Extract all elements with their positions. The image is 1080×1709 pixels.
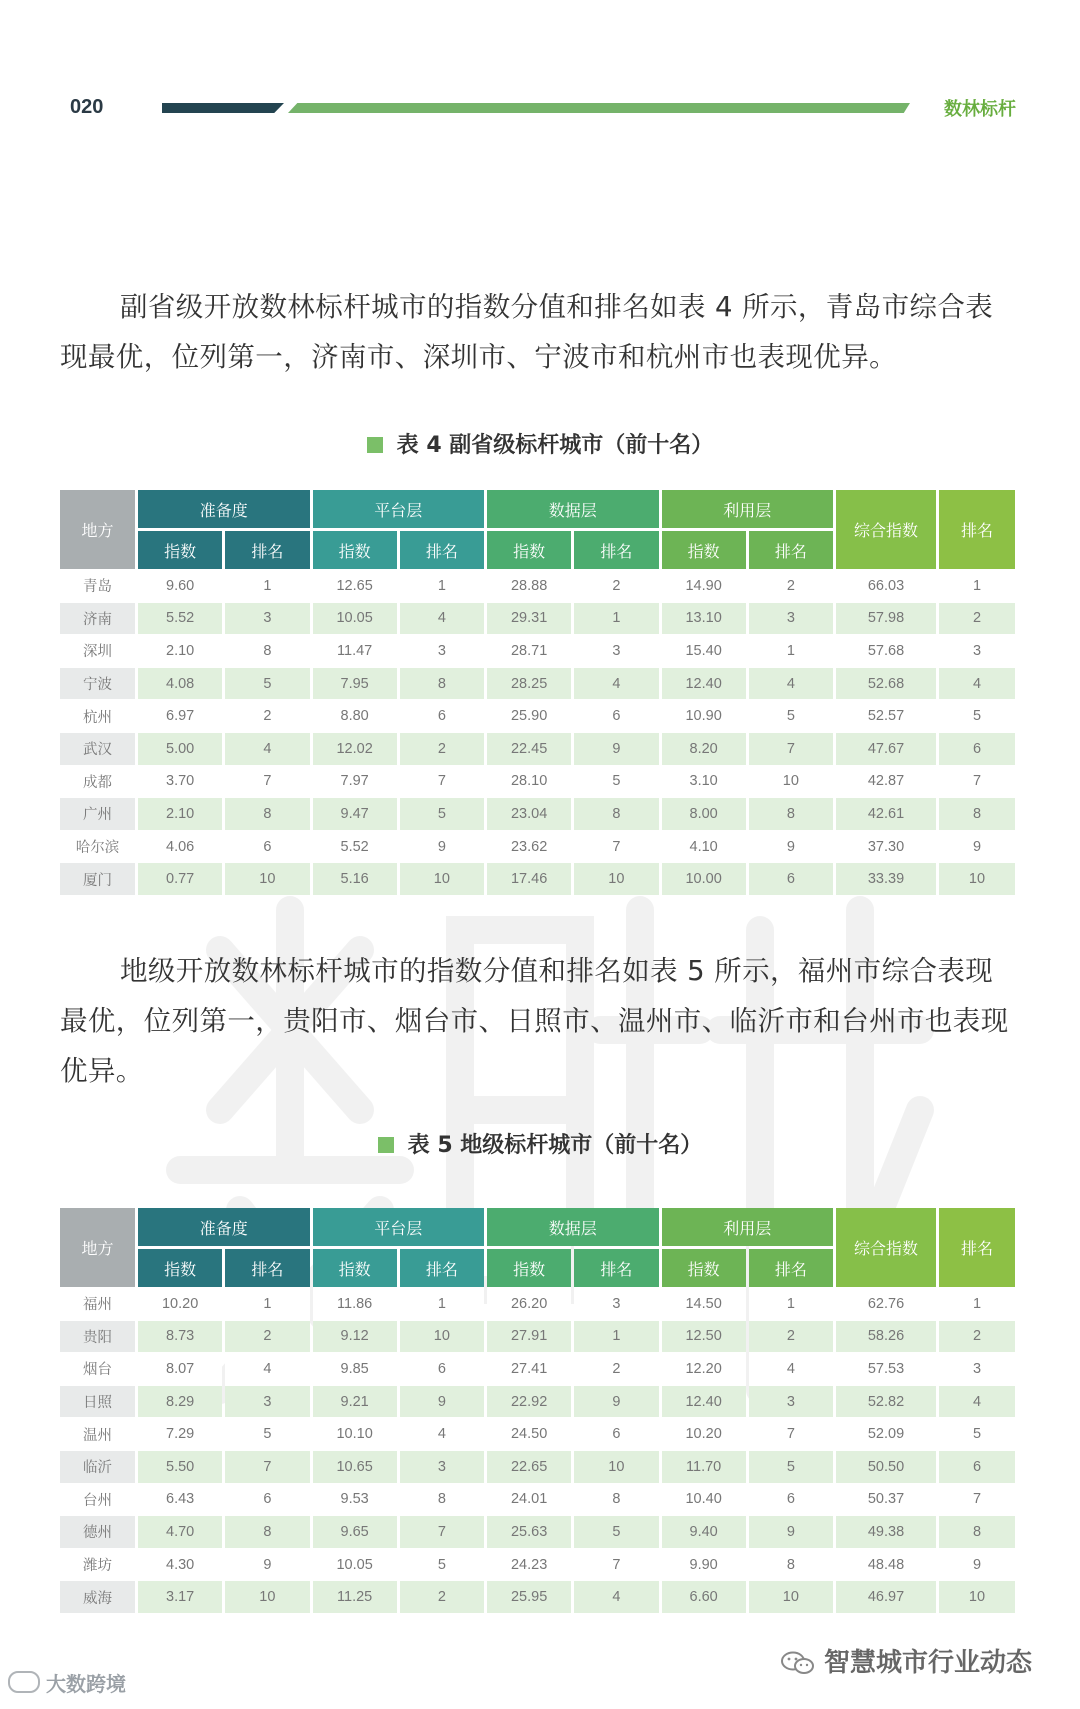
table-row: [60, 1580, 1015, 1613]
table-cell-place: 威海: [60, 1580, 135, 1613]
table-cell: 23.62: [487, 830, 571, 863]
header-group-platform: 平台层: [313, 1208, 485, 1246]
table-cell: 3.17: [138, 1580, 222, 1613]
table-cell: 9.21: [313, 1385, 397, 1418]
table-row: [60, 667, 1015, 700]
table-cell: 8.80: [313, 699, 397, 732]
table-cell: 6: [400, 699, 484, 732]
table-cell: 10.05: [313, 602, 397, 635]
table-cell: 4: [939, 667, 1015, 700]
table-cell: 6: [225, 830, 309, 863]
table-row: [60, 1287, 1015, 1320]
table-cell: 14.90: [662, 569, 746, 602]
table-cell: 62.76: [836, 1287, 936, 1320]
table-cell: 12.02: [313, 732, 397, 765]
table-cell: 48.48: [836, 1548, 936, 1581]
table4-body: [60, 569, 1015, 895]
table-cell: 6: [749, 862, 833, 895]
table-cell: 7.97: [313, 765, 397, 798]
table-cell: 2: [939, 1320, 1015, 1353]
header-sub-rank: 排名: [400, 528, 484, 569]
table-cell: 2: [749, 1320, 833, 1353]
table-cell: 4: [225, 732, 309, 765]
header-sub-rank: 排名: [400, 1246, 484, 1287]
table-cell: 3: [939, 1352, 1015, 1385]
table-cell: 27.41: [487, 1352, 571, 1385]
table-cell: 8: [939, 1515, 1015, 1548]
table-cell: 10: [939, 1580, 1015, 1613]
table-cell: 6: [574, 1417, 658, 1450]
table-cell: 25.63: [487, 1515, 571, 1548]
table-cell: 5.50: [138, 1450, 222, 1483]
header-sub-rank: 排名: [749, 1246, 833, 1287]
table-cell: 5: [749, 1450, 833, 1483]
table-cell: 25.90: [487, 699, 571, 732]
header-sub-index: 指数: [662, 528, 746, 569]
table-cell: 52.57: [836, 699, 936, 732]
table-cell-place: 哈尔滨: [60, 830, 135, 863]
table-cell: 4: [939, 1385, 1015, 1418]
table-cell: 2: [400, 1580, 484, 1613]
table-cell: 29.31: [487, 602, 571, 635]
table-cell: 42.87: [836, 765, 936, 798]
table-cell: 52.09: [836, 1417, 936, 1450]
table-cell: 8.29: [138, 1385, 222, 1418]
table-cell: 13.10: [662, 602, 746, 635]
table-cell-place: 德州: [60, 1515, 135, 1548]
table5-caption-text: 表 5 地级标杆城市（前十名）: [407, 1133, 703, 1158]
table-row: [60, 1417, 1015, 1450]
table-cell: 23.04: [487, 797, 571, 830]
table-cell-place: 温州: [60, 1417, 135, 1450]
wechat-icon: [780, 1651, 816, 1675]
table-cell: 17.46: [487, 862, 571, 895]
table-cell-place: 杭州: [60, 699, 135, 732]
header-group-data: 数据层: [487, 490, 659, 528]
table-cell: 4.06: [138, 830, 222, 863]
table-cell: 11.47: [313, 634, 397, 667]
table-cell: 3: [749, 602, 833, 635]
table-cell: 8.07: [138, 1352, 222, 1385]
table-cell-place: 青岛: [60, 569, 135, 602]
table-cell: 5.00: [138, 732, 222, 765]
table-row: [60, 1483, 1015, 1516]
table-cell: 8: [749, 1548, 833, 1581]
table4-caption-text: 表 4 副省级标杆城市（前十名）: [396, 433, 714, 458]
table5: [57, 1208, 1018, 1613]
table-cell: 3: [400, 634, 484, 667]
table-row: [60, 1385, 1015, 1418]
table-cell: 10: [574, 862, 658, 895]
header-sub-rank: 排名: [225, 1246, 309, 1287]
table-cell: 8: [225, 1515, 309, 1548]
table-cell: 4: [749, 667, 833, 700]
table-cell: 6.43: [138, 1483, 222, 1516]
table-cell-place: 广州: [60, 797, 135, 830]
table-cell: 3.10: [662, 765, 746, 798]
table-cell: 7: [574, 1548, 658, 1581]
table-cell: 2: [574, 569, 658, 602]
table-cell: 3: [225, 1385, 309, 1418]
caption-square-icon: [367, 437, 383, 453]
footer-left-watermark: [8, 1668, 126, 1697]
table-cell: 0.77: [138, 862, 222, 895]
table-cell: 52.68: [836, 667, 936, 700]
header-place: 地方: [60, 1208, 135, 1287]
table4: [57, 490, 1018, 895]
table-cell: 1: [400, 1287, 484, 1320]
table-row: [60, 1548, 1015, 1581]
table5-body: [60, 1287, 1015, 1613]
table-cell: 1: [749, 1287, 833, 1320]
table-cell: 1: [225, 1287, 309, 1320]
table-row: [60, 699, 1015, 732]
table-cell: 6: [574, 699, 658, 732]
table-cell: 2: [225, 699, 309, 732]
table-row: [60, 602, 1015, 635]
header-group-usage: 利用层: [662, 1208, 834, 1246]
table-cell: 5: [939, 699, 1015, 732]
table-cell: 33.39: [836, 862, 936, 895]
table-cell: 5: [939, 1417, 1015, 1450]
table-cell-place: 潍坊: [60, 1548, 135, 1581]
table-row: [60, 862, 1015, 895]
table-cell: 22.45: [487, 732, 571, 765]
table-cell: 57.53: [836, 1352, 936, 1385]
table-row: [60, 797, 1015, 830]
table-cell: 9: [400, 830, 484, 863]
table-row: [60, 569, 1015, 602]
table-cell: 5: [400, 1548, 484, 1581]
table-cell: 6: [749, 1483, 833, 1516]
header-total-index: 综合指数: [836, 1208, 936, 1287]
header-brand: 数林标杆: [944, 99, 1016, 120]
table-cell-place: 宁波: [60, 667, 135, 700]
table-cell-place: 武汉: [60, 732, 135, 765]
table-cell: 7: [400, 765, 484, 798]
table-cell: 4: [400, 1417, 484, 1450]
table-cell: 9.85: [313, 1352, 397, 1385]
table-cell: 22.65: [487, 1450, 571, 1483]
table-cell: 6.60: [662, 1580, 746, 1613]
table-cell: 8: [939, 797, 1015, 830]
footer-left-text: 大数跨境: [46, 1672, 126, 1696]
table-cell: 50.50: [836, 1450, 936, 1483]
table-cell: 8: [749, 797, 833, 830]
table-cell: 24.01: [487, 1483, 571, 1516]
watermark-logo-icon: [8, 1671, 40, 1693]
table-cell: 8.73: [138, 1320, 222, 1353]
header-sub-rank: 排名: [574, 1246, 658, 1287]
table-cell: 52.82: [836, 1385, 936, 1418]
header-group-platform: 平台层: [313, 490, 485, 528]
table-cell: 1: [749, 634, 833, 667]
header-group-readiness: 准备度: [138, 490, 310, 528]
table-cell: 4.08: [138, 667, 222, 700]
table-cell: 2.10: [138, 634, 222, 667]
table-row: [60, 765, 1015, 798]
table-cell: 7: [749, 732, 833, 765]
table-cell: 7: [400, 1515, 484, 1548]
table-cell-place: 成都: [60, 765, 135, 798]
table-cell: 8: [225, 797, 309, 830]
header-sub-rank: 排名: [574, 528, 658, 569]
table-cell: 9.53: [313, 1483, 397, 1516]
table-cell: 3: [939, 634, 1015, 667]
table-cell: 46.97: [836, 1580, 936, 1613]
table-cell: 8: [225, 634, 309, 667]
header-sub-index: 指数: [138, 1246, 222, 1287]
table-cell: 8.20: [662, 732, 746, 765]
header-rank: 排名: [939, 490, 1015, 569]
header-sub-index: 指数: [487, 1246, 571, 1287]
table-cell: 5: [400, 797, 484, 830]
table-cell: 7.29: [138, 1417, 222, 1450]
table-cell: 8: [574, 797, 658, 830]
header-sub-index: 指数: [662, 1246, 746, 1287]
header-group-usage: 利用层: [662, 490, 834, 528]
table-cell: 4: [749, 1352, 833, 1385]
table-cell: 50.37: [836, 1483, 936, 1516]
header-sub-index: 指数: [138, 528, 222, 569]
table-cell: 2: [749, 569, 833, 602]
table-cell: 57.68: [836, 634, 936, 667]
table-cell: 12.20: [662, 1352, 746, 1385]
table-cell: 2: [225, 1320, 309, 1353]
table-cell: 3.70: [138, 765, 222, 798]
page-number: 020: [70, 96, 104, 118]
table-cell: 49.38: [836, 1515, 936, 1548]
table-row: [60, 1352, 1015, 1385]
table-cell: 5: [574, 1515, 658, 1548]
caption-square-icon: [378, 1137, 394, 1153]
table-cell: 27.91: [487, 1320, 571, 1353]
table-cell-place: 台州: [60, 1483, 135, 1516]
table-cell: 4: [225, 1352, 309, 1385]
header-sub-index: 指数: [487, 528, 571, 569]
table-cell: 3: [225, 602, 309, 635]
table-cell: 37.30: [836, 830, 936, 863]
table-cell: 28.88: [487, 569, 571, 602]
table-cell: 7: [749, 1417, 833, 1450]
table-cell: 3: [749, 1385, 833, 1418]
table-cell: 22.92: [487, 1385, 571, 1418]
table-cell: 1: [574, 602, 658, 635]
table-cell: 9: [225, 1548, 309, 1581]
table-cell: 58.26: [836, 1320, 936, 1353]
table-cell: 8: [400, 1483, 484, 1516]
table-cell: 9.47: [313, 797, 397, 830]
header-sub-index: 指数: [313, 1246, 397, 1287]
table-cell: 66.03: [836, 569, 936, 602]
table-cell: 9.90: [662, 1548, 746, 1581]
table-cell: 12.40: [662, 667, 746, 700]
table-row: [60, 1320, 1015, 1353]
table-cell: 2: [939, 602, 1015, 635]
table-cell: 5: [225, 1417, 309, 1450]
table-cell: 2: [400, 732, 484, 765]
table-cell: 10.40: [662, 1483, 746, 1516]
table4-caption: [0, 428, 1080, 459]
table-cell: 26.20: [487, 1287, 571, 1320]
table-cell: 9: [574, 732, 658, 765]
table-cell: 6: [939, 1450, 1015, 1483]
table-cell: 12.40: [662, 1385, 746, 1418]
table-cell: 24.50: [487, 1417, 571, 1450]
table-row: [60, 634, 1015, 667]
table-cell: 7.95: [313, 667, 397, 700]
table-cell: 9: [574, 1385, 658, 1418]
table-cell: 9: [939, 1548, 1015, 1581]
table-cell: 9: [939, 830, 1015, 863]
table-cell: 2.10: [138, 797, 222, 830]
table-cell: 1: [225, 569, 309, 602]
table-cell: 5: [749, 699, 833, 732]
table-cell: 57.98: [836, 602, 936, 635]
header-sub-index: 指数: [313, 528, 397, 569]
table-cell: 10: [225, 862, 309, 895]
table-cell: 10: [400, 1320, 484, 1353]
table-cell: 5.16: [313, 862, 397, 895]
table-cell: 7: [225, 765, 309, 798]
table-cell: 7: [939, 765, 1015, 798]
table-cell: 10.00: [662, 862, 746, 895]
table-cell: 10.65: [313, 1450, 397, 1483]
table-row: [60, 830, 1015, 863]
table-cell: 6.97: [138, 699, 222, 732]
table-cell: 6: [225, 1483, 309, 1516]
header-sub-rank: 排名: [225, 528, 309, 569]
table-cell: 1: [574, 1320, 658, 1353]
table-cell: 9.60: [138, 569, 222, 602]
table-cell: 3: [400, 1450, 484, 1483]
table5-caption: [0, 1128, 1080, 1159]
header-sub-rank: 排名: [749, 528, 833, 569]
table-cell-place: 烟台: [60, 1352, 135, 1385]
table-cell: 3: [574, 1287, 658, 1320]
table-cell: 8: [574, 1483, 658, 1516]
table-cell: 10.20: [662, 1417, 746, 1450]
footer-right-watermark: [780, 1642, 1032, 1679]
table-cell: 28.71: [487, 634, 571, 667]
table-cell: 11.86: [313, 1287, 397, 1320]
table-cell: 11.70: [662, 1450, 746, 1483]
table-cell-place: 临沂: [60, 1450, 135, 1483]
footer-right-text: 智慧城市行业动态: [823, 1648, 1032, 1678]
table-cell: 6: [939, 732, 1015, 765]
intro-paragraph-table4: 副省级开放数林标杆城市的指数分值和排名如表 4 所示，青岛市综合表现最优，位列第一，济南市、深圳市、宁波市和杭州市也表现优异。: [60, 291, 994, 373]
table-cell: 28.25: [487, 667, 571, 700]
table-row: [60, 732, 1015, 765]
table-cell: 7: [574, 830, 658, 863]
table-cell: 7: [225, 1450, 309, 1483]
table-cell: 6: [400, 1352, 484, 1385]
table-cell: 4: [400, 602, 484, 635]
table-cell: 24.23: [487, 1548, 571, 1581]
header-bar-dark: [162, 103, 284, 113]
table-cell: 9: [400, 1385, 484, 1418]
intro-paragraph-table5: 地级开放数林标杆城市的指数分值和排名如表 5 所示，福州市综合表现最优，位列第一，贵阳市、烟台市、日照市、温州市、临沂市和台州市也表现优异。: [60, 955, 1009, 1087]
table-cell: 3: [574, 634, 658, 667]
table-cell: 10.10: [313, 1417, 397, 1450]
table-cell: 8.00: [662, 797, 746, 830]
table-cell: 4.30: [138, 1548, 222, 1581]
table-cell-place: 福州: [60, 1287, 135, 1320]
table-cell: 4: [574, 1580, 658, 1613]
table-cell-place: 日照: [60, 1385, 135, 1418]
table-cell: 9.40: [662, 1515, 746, 1548]
table-cell: 4.10: [662, 830, 746, 863]
table-cell: 9: [749, 830, 833, 863]
table-cell: 5.52: [313, 830, 397, 863]
header-rank: 排名: [939, 1208, 1015, 1287]
table-cell: 5: [225, 667, 309, 700]
table-cell-place: 济南: [60, 602, 135, 635]
table-cell: 10: [749, 765, 833, 798]
table-cell: 12.50: [662, 1320, 746, 1353]
table-cell: 5: [574, 765, 658, 798]
table-cell: 28.10: [487, 765, 571, 798]
header-group-readiness: 准备度: [138, 1208, 310, 1246]
table-cell: 47.67: [836, 732, 936, 765]
table-cell: 1: [400, 569, 484, 602]
table-cell: 9: [749, 1515, 833, 1548]
table-cell-place: 厦门: [60, 862, 135, 895]
table-cell: 12.65: [313, 569, 397, 602]
table-cell: 42.61: [836, 797, 936, 830]
table-cell: 10.05: [313, 1548, 397, 1581]
header-total-index: 综合指数: [836, 490, 936, 569]
table-cell: 10: [574, 1450, 658, 1483]
table-cell: 7: [939, 1483, 1015, 1516]
table-cell: 10: [939, 862, 1015, 895]
table-row: [60, 1450, 1015, 1483]
table-cell: 25.95: [487, 1580, 571, 1613]
table-cell: 8: [400, 667, 484, 700]
table-cell: 1: [939, 1287, 1015, 1320]
table-cell: 4.70: [138, 1515, 222, 1548]
table-cell: 10: [400, 862, 484, 895]
table-cell: 10.20: [138, 1287, 222, 1320]
table-cell: 11.25: [313, 1580, 397, 1613]
table-cell: 9.12: [313, 1320, 397, 1353]
header-place: 地方: [60, 490, 135, 569]
table-cell: 10: [225, 1580, 309, 1613]
table-cell: 9.65: [313, 1515, 397, 1548]
table-cell: 15.40: [662, 634, 746, 667]
header-group-data: 数据层: [487, 1208, 659, 1246]
table-cell: 10: [749, 1580, 833, 1613]
table-row: [60, 1515, 1015, 1548]
table-cell: 10.90: [662, 699, 746, 732]
table-cell-place: 贵阳: [60, 1320, 135, 1353]
table-cell: 1: [939, 569, 1015, 602]
table-cell: 2: [574, 1352, 658, 1385]
table-cell: 14.50: [662, 1287, 746, 1320]
table-cell-place: 深圳: [60, 634, 135, 667]
table-cell: 4: [574, 667, 658, 700]
header-bar-green: [288, 103, 910, 113]
table-cell: 5.52: [138, 602, 222, 635]
